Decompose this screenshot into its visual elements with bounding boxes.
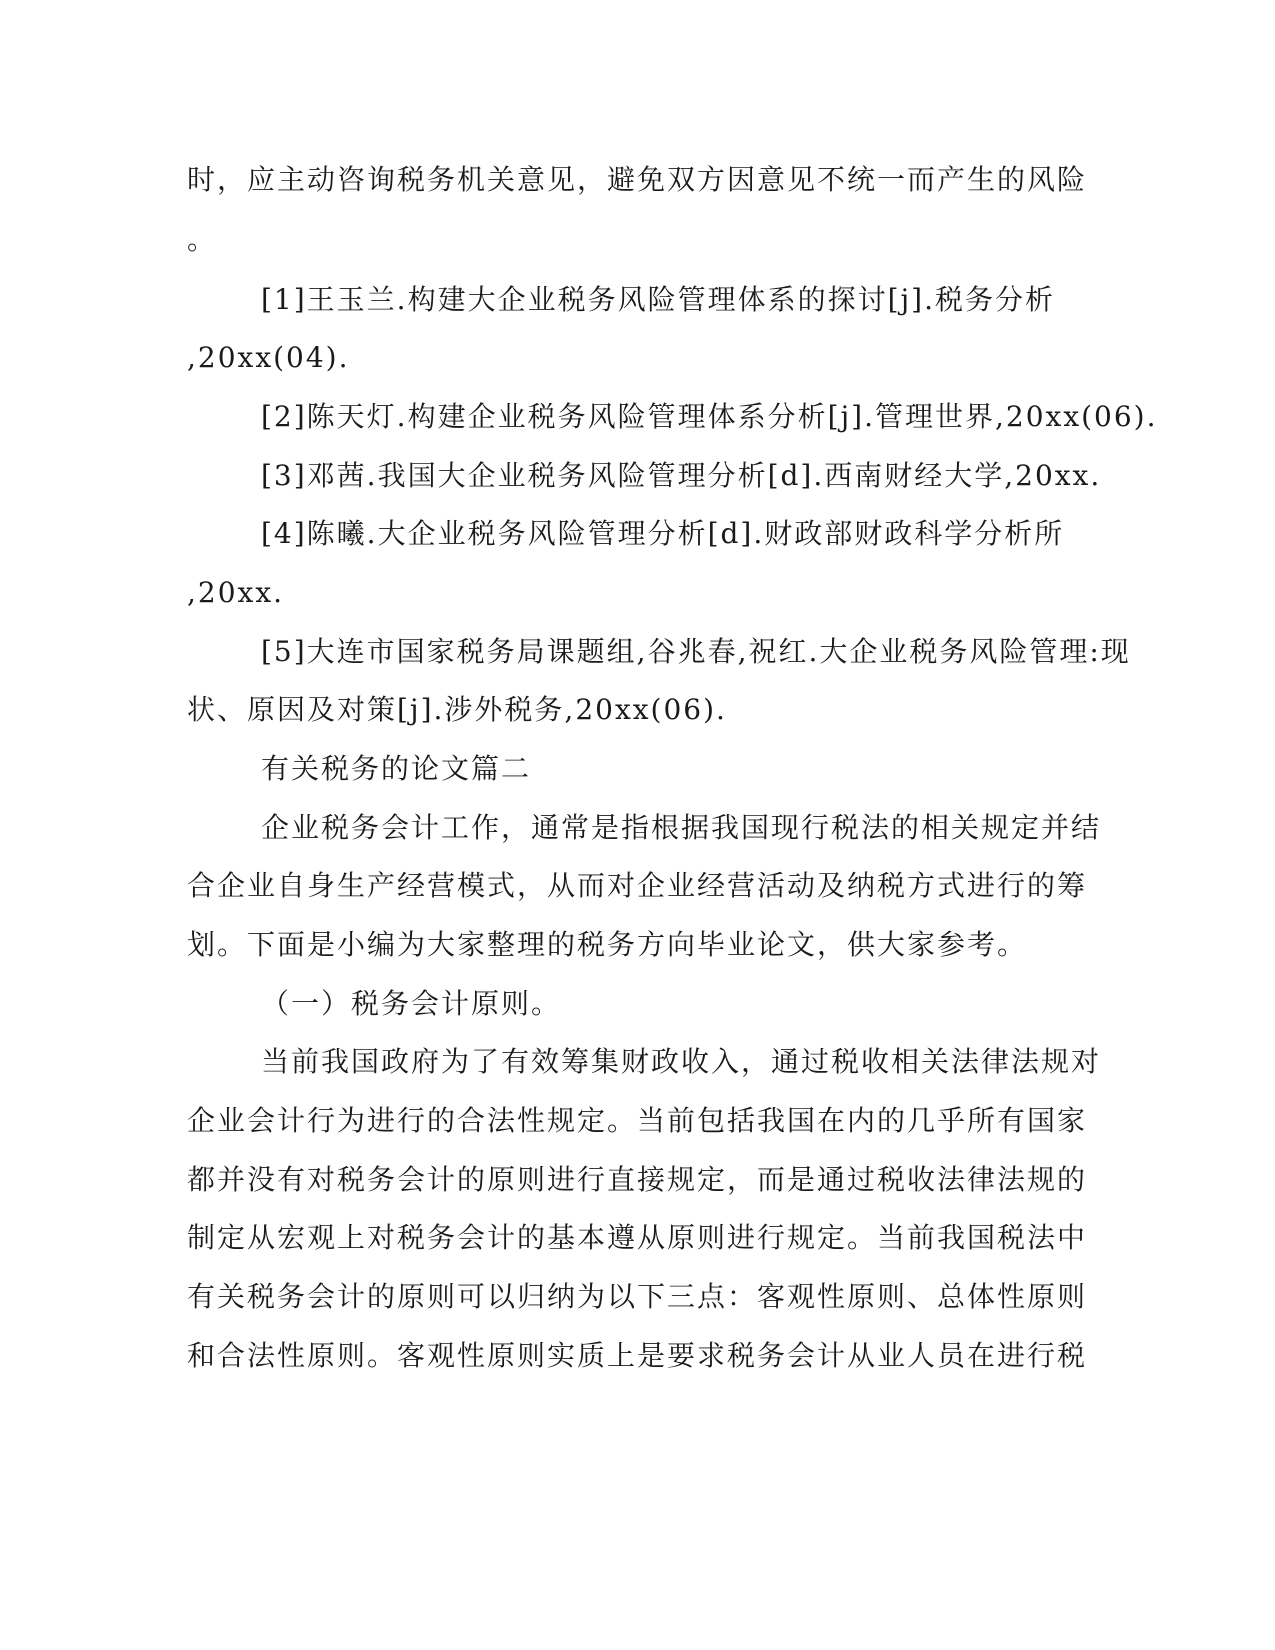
paragraph-line: 企业税务会计工作，通常是指根据我国现行税法的相关规定并结 bbox=[261, 811, 1102, 844]
paragraph-line: 都并没有对税务会计的原则进行直接规定，而是通过税收法律法规的 bbox=[187, 1163, 1088, 1196]
paragraph-line: 企业会计行为进行的合法性规定。当前包括我国在内的几乎所有国家 bbox=[187, 1104, 1088, 1137]
reference-5: [5]大连市国家税务局课题组,谷兆春,祝红.大企业税务风险管理:现 bbox=[261, 635, 1131, 668]
reference-4-continued: ,20xx. bbox=[187, 576, 285, 609]
paragraph-line: 和合法性原则。客观性原则实质上是要求税务会计从业人员在进行税 bbox=[187, 1339, 1088, 1372]
paragraph-line: 划。下面是小编为大家整理的税务方向毕业论文，供大家参考。 bbox=[187, 928, 1028, 961]
text-line: 。 bbox=[187, 223, 218, 256]
section-heading: 有关税务的论文篇二 bbox=[261, 752, 532, 785]
reference-4: [4]陈曦.大企业税务风险管理分析[d].财政部财政科学分析所 bbox=[261, 517, 1065, 550]
paragraph-line: 合企业自身生产经营模式，从而对企业经营活动及纳税方式进行的筹 bbox=[187, 869, 1088, 902]
reference-5-continued: 状、原因及对策[j].涉外税务,20xx(06). bbox=[187, 693, 727, 726]
subsection-heading: （一）税务会计原则。 bbox=[261, 987, 562, 1020]
reference-3: [3]邓茜.我国大企业税务风险管理分析[d].西南财经大学,20xx. bbox=[261, 459, 1102, 492]
reference-1-continued: ,20xx(04). bbox=[187, 341, 350, 374]
reference-2: [2]陈天灯.构建企业税务风险管理体系分析[j].管理世界,20xx(06). bbox=[261, 400, 1158, 433]
paragraph-line: 制定从宏观上对税务会计的基本遵从原则进行规定。当前我国税法中 bbox=[187, 1221, 1088, 1254]
paragraph-line: 当前我国政府为了有效筹集财政收入，通过税收相关法律法规对 bbox=[261, 1045, 1102, 1078]
text-line: 时，应主动咨询税务机关意见，避免双方因意见不统一而产生的风险 bbox=[187, 163, 1088, 196]
paragraph-line: 有关税务会计的原则可以归纳为以下三点：客观性原则、总体性原则 bbox=[187, 1280, 1088, 1313]
reference-1: [1]王玉兰.构建大企业税务风险管理体系的探讨[j].税务分析 bbox=[261, 283, 1055, 316]
